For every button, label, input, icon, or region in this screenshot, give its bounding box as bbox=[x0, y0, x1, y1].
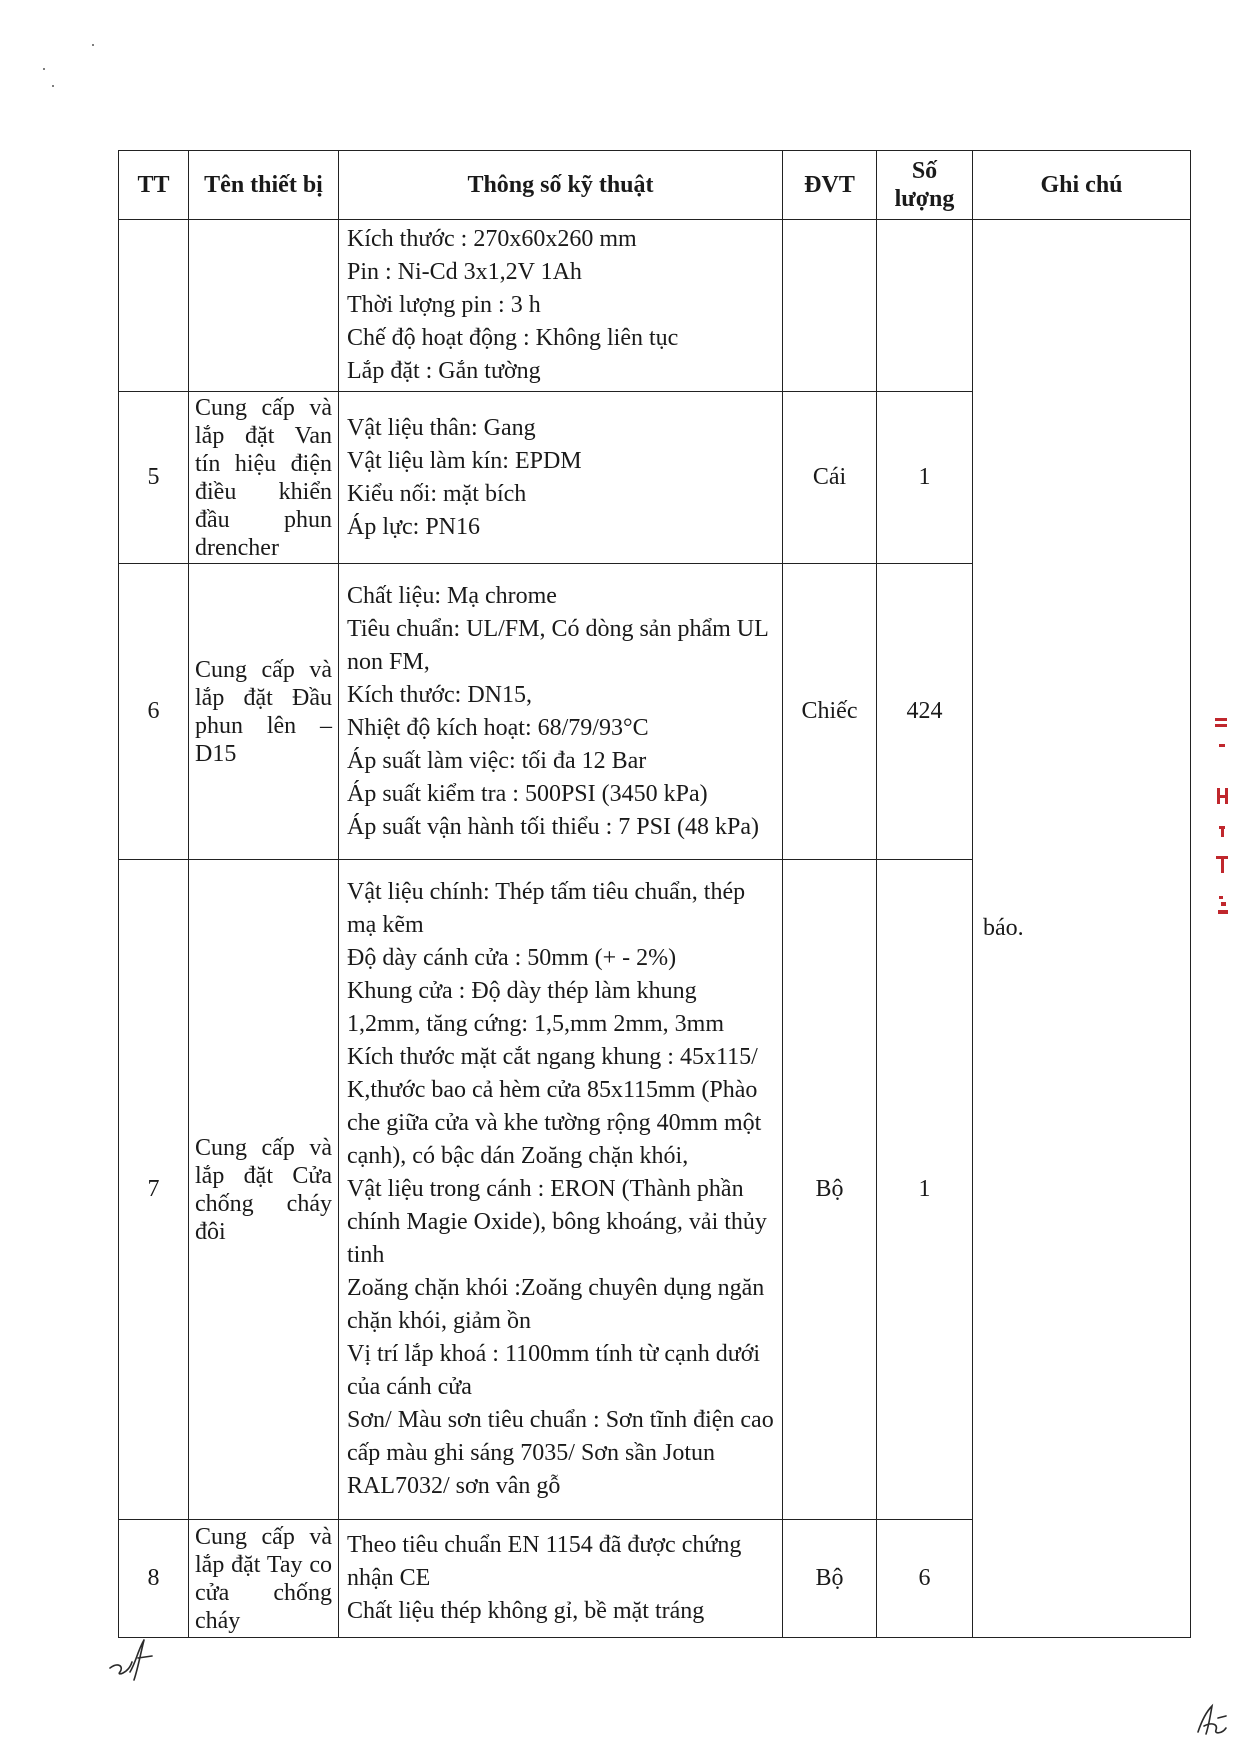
spec-line: Áp suất kiểm tra : 500PSI (3450 kPa) bbox=[347, 780, 708, 807]
cell-specs bbox=[339, 392, 783, 564]
spec-line: Kích thước : 270x60x260 mm bbox=[347, 226, 637, 252]
cell-name: Cung cấp và lắp đặt Tay co cửa chống cháy bbox=[189, 1520, 339, 1638]
initials-icon bbox=[1192, 1700, 1232, 1740]
cell-unit: Bộ bbox=[783, 1520, 877, 1638]
cell-specs bbox=[339, 860, 783, 1520]
header-tt: TT bbox=[119, 151, 189, 220]
spec-line: Sơn/ Màu sơn tiêu chuẩn : Sơn tĩnh điện cao cấp màu ghi sáng 7035/ Sơn sần Jotun RAL7032/ sơn vân gỗ bbox=[347, 1407, 774, 1499]
red-stamp-icon bbox=[1205, 712, 1235, 922]
header-qty: Số lượng bbox=[877, 151, 973, 220]
cell-unit: Cái bbox=[783, 392, 877, 564]
spec-line: Vật liệu trong cánh : ERON (Thành phần chính Magie Oxide), bông khoáng, vải thủy tinh bbox=[347, 1176, 767, 1268]
table-row-continued bbox=[119, 220, 1191, 392]
spec-line: Chất liệu thép không gỉ, bề mặt tráng bbox=[347, 1598, 705, 1624]
cell-tt bbox=[119, 220, 189, 392]
spec-line: Vật liệu làm kín: EPDM bbox=[347, 447, 582, 474]
cell-name: Cung cấp và lắp đặt Van tín hiệu điện điều khiển đầu phun drencher bbox=[189, 392, 339, 564]
cell-qty bbox=[877, 220, 973, 392]
header-spec: Thông số kỹ thuật bbox=[339, 151, 783, 220]
header-name: Tên thiết bị bbox=[189, 151, 339, 220]
spec-line: Theo tiêu chuẩn EN 1154 đã được chứng nhận CE bbox=[347, 1532, 742, 1591]
cell-qty: 1 bbox=[877, 392, 973, 564]
cell-unit bbox=[783, 220, 877, 392]
spec-line: Áp suất vận hành tối thiểu : 7 PSI (48 kPa) bbox=[347, 813, 759, 840]
cell-tt: 7 bbox=[119, 860, 189, 1520]
cell-tt: 5 bbox=[119, 392, 189, 564]
cell-name bbox=[189, 220, 339, 392]
signature-icon bbox=[104, 1632, 164, 1684]
cell-tt: 6 bbox=[119, 564, 189, 860]
spec-line: Áp suất làm việc: tối đa 12 Bar bbox=[347, 747, 647, 774]
cell-specs bbox=[339, 220, 783, 392]
cell-name: Cung cấp và lắp đặt Cửa chống cháy đôi bbox=[189, 860, 339, 1520]
spec-line: Nhiệt độ kích hoạt: 68/79/93°C bbox=[347, 714, 649, 741]
header-unit: ĐVT bbox=[783, 151, 877, 220]
spec-line: Thời lượng pin : 3 h bbox=[347, 292, 541, 318]
spec-line: Áp lực: PN16 bbox=[347, 513, 481, 540]
header-row bbox=[119, 151, 1191, 220]
spec-line: Chế độ hoạt động : Không liên tục bbox=[347, 325, 679, 351]
spec-line: Kích thước mặt cắt ngang khung : 45x115/ K,thước bao cả hèm cửa 85x115mm (Phào che giữa cửa và khe tường rộng 40mm một cạnh), có bậc dán Zoăng chặn khói, bbox=[347, 1044, 762, 1169]
spec-line: Kiểu nối: mặt bích bbox=[347, 480, 527, 507]
spec-line: Lắp đặt : Gắn tường bbox=[347, 358, 541, 384]
cell-specs bbox=[339, 564, 783, 860]
spec-line: Độ dày cánh cửa : 50mm (+ - 2%) bbox=[347, 945, 677, 971]
equipment-spec-table bbox=[118, 150, 1191, 1638]
spec-line: Khung cửa : Độ dày thép làm khung 1,2mm, tăng cứng: 1,5,mm 2mm, 3mm bbox=[347, 978, 724, 1037]
cell-tt: 8 bbox=[119, 1520, 189, 1638]
spec-line: Vật liệu chính: Thép tấm tiêu chuẩn, thép mạ kẽm bbox=[347, 879, 746, 938]
spec-line: Vật liệu thân: Gang bbox=[347, 414, 536, 441]
cell-specs bbox=[339, 1520, 783, 1638]
cell-qty: 424 bbox=[877, 564, 973, 860]
spec-line: Pin : Ni-Cd 3x1,2V 1Ah bbox=[347, 259, 582, 285]
spec-line: Vị trí lắp khoá : 1100mm tính từ cạnh dưới của cánh cửa bbox=[347, 1341, 761, 1400]
spec-line: Kích thước: DN15, bbox=[347, 681, 533, 708]
cell-unit: Bộ bbox=[783, 860, 877, 1520]
cell-note: báo. bbox=[973, 220, 1191, 1638]
cell-qty: 1 bbox=[877, 860, 973, 1520]
cell-name: Cung cấp và lắp đặt Đầu phun lên – D15 bbox=[189, 564, 339, 860]
spec-line: Zoăng chặn khói :Zoăng chuyên dụng ngăn chặn khói, giảm ồn bbox=[347, 1275, 765, 1334]
cell-unit: Chiếc bbox=[783, 564, 877, 860]
spec-line: Chất liệu: Mạ chrome bbox=[347, 582, 557, 609]
cell-qty: 6 bbox=[877, 1520, 973, 1638]
spec-line: Tiêu chuẩn: UL/FM, Có dòng sản phẩm UL non FM, bbox=[347, 615, 768, 675]
header-note: Ghi chú bbox=[973, 151, 1191, 220]
